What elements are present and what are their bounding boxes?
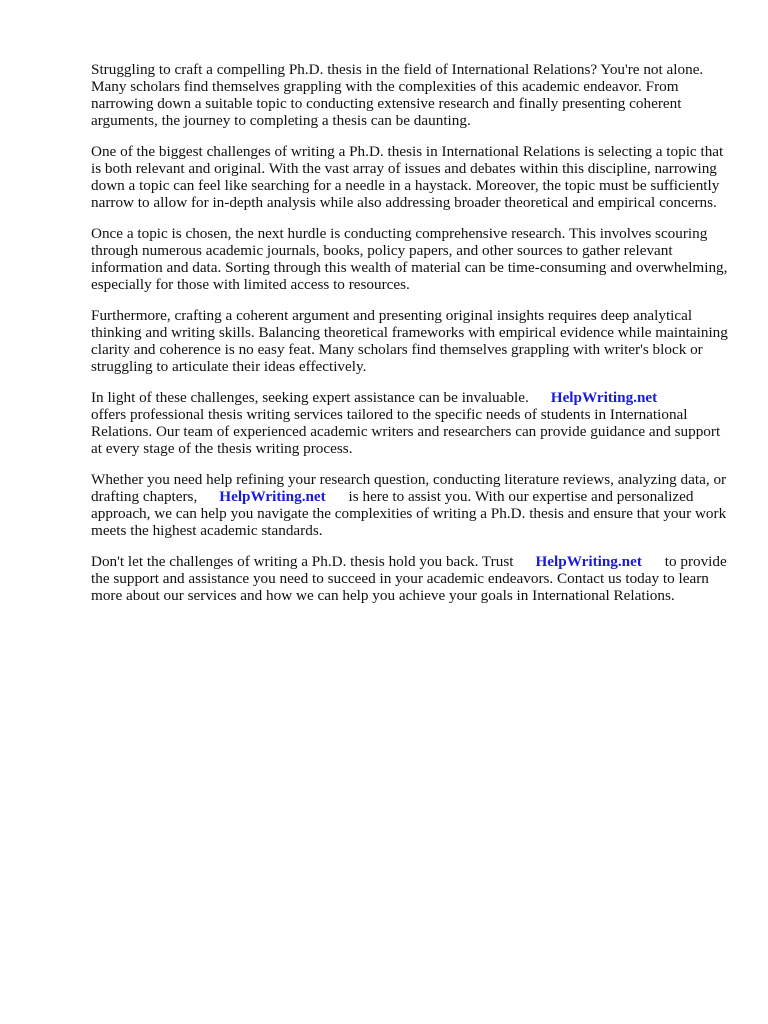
closing-paragraph: [91, 553, 731, 604]
helpwriting-link[interactable]: HelpWriting.net: [550, 389, 658, 406]
helpwriting-link[interactable]: HelpWriting.net: [219, 488, 326, 505]
intro-paragraph: Struggling to craft a compelling Ph.D. thesis in the field of International Relations? You're not alone. Many scholars find themselves grappling with the complexities of this academic endeavor. From narrowing down a suitable topic to conducting extensive research and finally presenting coherent arguments, the journey to completing a thesis can be daunting.: [91, 61, 704, 129]
help-text-end: is here to assist you. With our expertise and personalized approach, we can help you navigate the complexities of writing a Ph.D. thesis and ensure that your work meets the highest academic standards.: [91, 488, 727, 539]
assistance-paragraph: [91, 389, 731, 457]
argument-paragraph: Furthermore, crafting a coherent argument and presenting original insights requires deep analytical thinking and writing skills. Balancing theoretical frameworks with empirical evidence while maintaining clarity and coherence is no easy feat. Many scholars find themselves grappling with writer's block or struggling to articulate their ideas effectively.: [91, 307, 728, 375]
closing-text-start: Don't let the challenges of writing a Ph.D. thesis hold you back. Trust: [91, 553, 514, 570]
help-paragraph: [91, 471, 731, 539]
help-text-start: Whether you need help refining your research question, conducting literature reviews, analyzing data, or drafting chapters,: [91, 471, 727, 505]
assistance-text-start: In light of these challenges, seeking expert assistance can be invaluable.: [91, 389, 529, 406]
assistance-text-end: offers professional thesis writing services tailored to the specific needs of students in International Relations. Our team of experienced academic writers and researchers can provide guidance and support at every stage of the thesis writing process.: [91, 406, 721, 457]
topic-challenge-paragraph: One of the biggest challenges of writing a Ph.D. thesis in International Relations is selecting a topic that is both relevant and original. With the vast array of issues and debates within this discipline, narrowing down a topic can feel like searching for a needle in a haystack. Moreover, the topic must be sufficiently narrow to allow for in-depth analysis while also addressing broader theoretical and empirical concerns.: [91, 143, 724, 211]
helpwriting-link[interactable]: HelpWriting.net: [535, 553, 642, 570]
research-paragraph: Once a topic is chosen, the next hurdle is conducting comprehensive research. This involves scouring through numerous academic journals, books, policy papers, and other sources to gather relevant information and data. Sorting through this wealth of material can be time-consuming and overwhelming, especially for those with limited access to resources.: [91, 225, 728, 293]
document-body: [91, 61, 731, 618]
closing-text-end: to provide the support and assistance you need to succeed in your academic endeavors. Contact us today to learn more about our services and how we can help you achieve your goals in International Relations.: [91, 553, 727, 604]
